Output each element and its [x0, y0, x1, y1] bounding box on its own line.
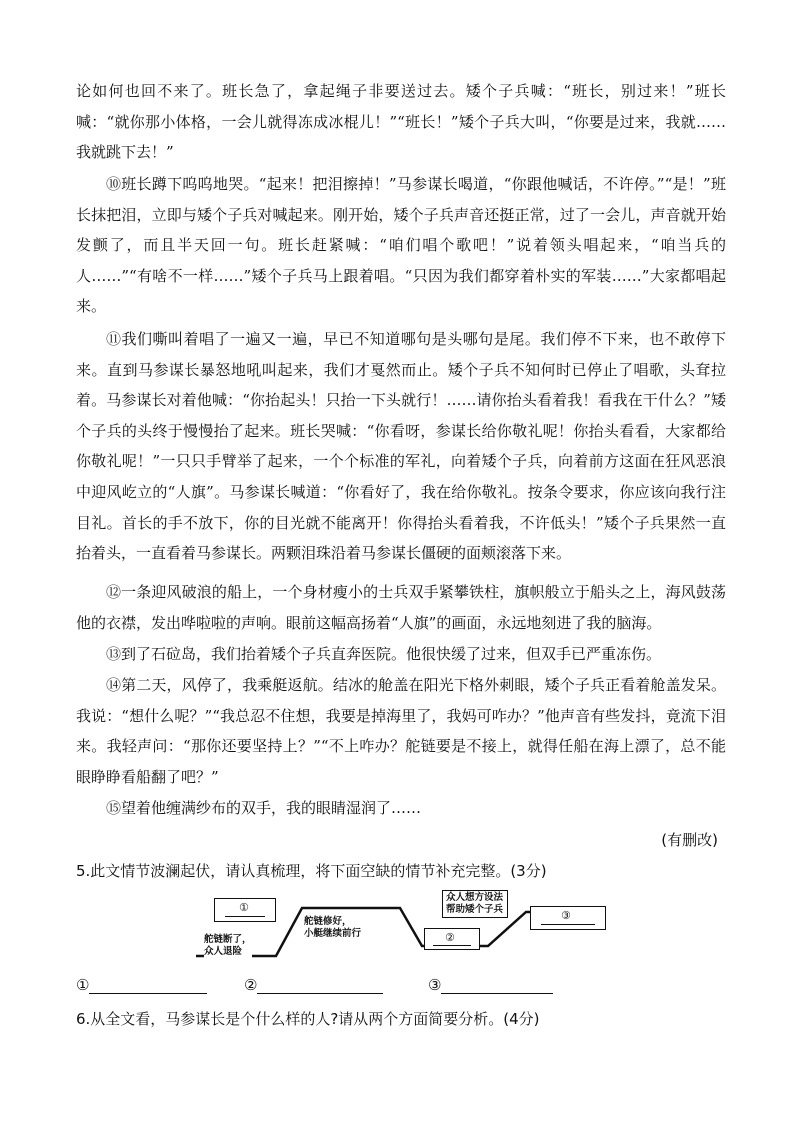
blank-2-box: ② [424, 928, 480, 950]
stage-help-box: 众人想方设法 帮助矮个子兵 [442, 890, 508, 918]
question-6: 6.从全文看，马参谋长是个什么样的人?请从两个方面简要分析。(4分) [76, 1010, 540, 1028]
blank-1-box: ① [214, 898, 276, 922]
answer-3[interactable]: ③ [428, 976, 553, 994]
question-5: 5.此文情节波澜起伏，请认真梳理，将下面空缺的情节补充完整。(3分) [76, 862, 547, 880]
paragraph-9-continued: 论如何也回不来了。班长急了，拿起绳子非要送过去。矮个子兵喊：“班长，别过来！”班长喊：“就你那小体格，一会儿就得冻成冰棍儿！”“班长！”矮个子兵大叫，“你要是过来，我就……我就跳下去！” [76, 82, 726, 162]
paragraph-12: ⑫一条迎风破浪的船上，一个身材瘦小的士兵双手紧攀铁柱，旗帜般立于船头之上，海风鼓荡他的衣襟，发出哗啦啦的声响。眼前这幅高扬着“人旗”的画面，永远地刻进了我的脑海。 [76, 583, 726, 632]
stage-broken-chain: 舵链断了， 众人退险 [204, 934, 252, 957]
plot-diagram [196, 890, 616, 966]
edit-note: (有删改) [661, 831, 718, 849]
answer-1[interactable]: ① [76, 976, 207, 994]
answer-2[interactable]: ② [244, 976, 383, 994]
paragraph-13: ⑬到了石砬岛，我们抬着矮个子兵直奔医院。他很快缓了过来，但双手已严重冻伤。 [106, 645, 662, 663]
blank-3-box: ③ [530, 906, 606, 930]
stage-chain-fixed: 舵链修好， 小艇继续前行 [304, 916, 362, 939]
paragraph-15: ⑮望着他缠满纱布的双手，我的眼睛湿润了…… [106, 799, 422, 817]
paragraph-10: ⑩班长蹲下呜呜地哭。“起来！把泪擦掉！”马参谋长喝道，“你跟他喊话，不许停。”“是！”班长抹把泪，立即与矮个子兵对喊起来。刚开始，矮个子兵声音还挺正常，过了一会儿，声音就开始发颤了，而且半天回一句。班长赶紧喊：“咱们唱个歌吧！”说着领头唱起来，“咱当兵的人……”“有啥不一样……”矮个子兵马上跟着唱。“只因为我们都穿着朴实的军装……”大家都唱起来。 [76, 175, 726, 316]
paragraph-11: ⑪我们嘶叫着唱了一遍又一遍，早已不知道哪句是头哪句是尾。我们停不下来，也不敢停下来。直到马参谋长暴怒地吼叫起来，我们才戛然而止。矮个子兵不知何时已停止了唱歌，头耷拉着。马参谋长对着他喊：“你抬起头！只抬一下头就行！……请你抬头看着我！看我在干什么？”矮个子兵的头终于慢慢抬了起来。班长哭喊：“你看呀，参谋长给你敬礼呢！你抬头看看，大家都给你敬礼呢！”一只只手臂举了起来，一个个标准的军礼，向着矮个子兵，向着前方这面在狂风恶浪中迎风屹立的“人旗”。马参谋长喊道：“你看好了，我在给你敬礼。按条令要求，你应该向我行注目礼。首长的手不放下，你的目光就不能离开！你得抬头看着我，不许低头！”矮个子兵果然一直抬着头，一直看着马参谋长。两颗泪珠沿着马参谋长僵硬的面颊滚落下来。 [76, 330, 726, 563]
paragraph-14: ⑭第二天，风停了，我乘艇返航。结冰的舱盖在阳光下格外刺眼，矮个子兵正看着舱盖发呆。我说：“想什么呢？”“我总忍不住想，我要是掉海里了，我妈可咋办？”他声音有些发抖，竟流下泪来。我轻声问：“那你还要坚持上？”“不上咋办？舵链要是不接上，就得任船在海上漂了，总不能眼睁睁看船翻了吧？” [76, 676, 726, 786]
